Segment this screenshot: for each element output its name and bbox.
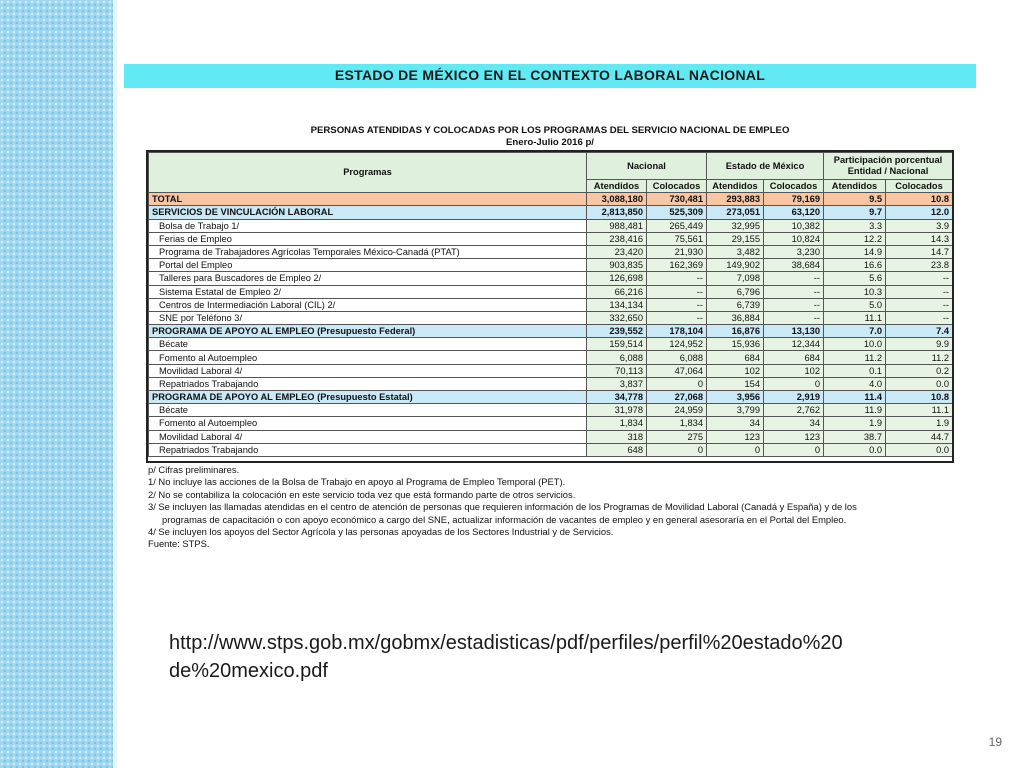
estado-colocados-cell: 2,762 <box>764 404 824 417</box>
row-label-cell: TOTAL <box>149 193 587 206</box>
nacional-colocados-cell: 730,481 <box>647 193 707 206</box>
estado-atendidos-cell: 123 <box>707 430 764 443</box>
nacional-atendidos-cell: 903,835 <box>587 259 647 272</box>
table-row <box>149 351 953 364</box>
subheader-atendidos: Atendidos <box>707 180 764 193</box>
nacional-atendidos-cell: 238,416 <box>587 232 647 245</box>
nacional-colocados-cell: 162,369 <box>647 259 707 272</box>
participacion-colocados-cell: 0.0 <box>886 443 953 456</box>
row-label-cell: Bécate <box>149 338 587 351</box>
table-row <box>149 272 953 285</box>
table-row <box>149 206 953 219</box>
source-link-line-2[interactable]: de%20mexico.pdf <box>169 660 328 682</box>
estado-colocados-cell: 13,130 <box>764 325 824 338</box>
estado-colocados-cell: 10,382 <box>764 219 824 232</box>
participacion-atendidos-cell: 11.1 <box>824 311 886 324</box>
estado-atendidos-cell: 684 <box>707 351 764 364</box>
nacional-atendidos-cell: 318 <box>587 430 647 443</box>
estado-atendidos-cell: 29,155 <box>707 232 764 245</box>
row-label-cell: PROGRAMA DE APOYO AL EMPLEO (Presupuesto Estatal) <box>149 391 587 404</box>
estado-atendidos-cell: 3,956 <box>707 391 764 404</box>
row-label-cell: Portal del Empleo <box>149 259 587 272</box>
participacion-colocados-cell: 14.3 <box>886 232 953 245</box>
nacional-colocados-cell: 75,561 <box>647 232 707 245</box>
nacional-colocados-cell: 178,104 <box>647 325 707 338</box>
table-row <box>149 338 953 351</box>
estado-atendidos-cell: 7,098 <box>707 272 764 285</box>
table-subtitle: Enero-Julio 2016 p/ <box>506 137 594 148</box>
nacional-atendidos-cell: 3,837 <box>587 377 647 390</box>
nacional-colocados-cell: 525,309 <box>647 206 707 219</box>
row-label-cell: SERVICIOS DE VINCULACIÓN LABORAL <box>149 206 587 219</box>
row-label-cell: SNE por Teléfono 3/ <box>149 311 587 324</box>
row-label-cell: Movilidad Laboral 4/ <box>149 430 587 443</box>
row-label-cell: Centros de Intermediación Laboral (CIL) 2/ <box>149 298 587 311</box>
nacional-atendidos-cell: 70,113 <box>587 364 647 377</box>
participacion-colocados-cell: 14.7 <box>886 245 953 258</box>
nacional-colocados-cell: -- <box>647 311 707 324</box>
participacion-atendidos-cell: 5.6 <box>824 272 886 285</box>
participacion-colocados-cell: 12.0 <box>886 206 953 219</box>
header-participacion: Participación porcentual Entidad / Nacional <box>824 153 953 180</box>
row-label-cell: Movilidad Laboral 4/ <box>149 364 587 377</box>
participacion-atendidos-cell: 0.0 <box>824 443 886 456</box>
participacion-colocados-cell: 10.8 <box>886 391 953 404</box>
slide-title: ESTADO DE MÉXICO EN EL CONTEXTO LABORAL NACIONAL <box>334 67 766 83</box>
table-row <box>149 364 953 377</box>
table-row <box>149 325 953 338</box>
nacional-atendidos-cell: 988,481 <box>587 219 647 232</box>
footnote-line: 1/ No incluye las acciones de la Bolsa de Trabajo en apoyo al Programa de Empleo Temporal (PET). <box>148 476 566 488</box>
row-label-cell: Repatriados Trabajando <box>149 443 587 456</box>
estado-atendidos-cell: 102 <box>707 364 764 377</box>
nacional-atendidos-cell: 648 <box>587 443 647 456</box>
table-row <box>149 311 953 324</box>
header-nacional: Nacional <box>587 153 707 180</box>
estado-atendidos-cell: 34 <box>707 417 764 430</box>
participacion-colocados-cell: 10.8 <box>886 193 953 206</box>
participacion-colocados-cell: -- <box>886 285 953 298</box>
participacion-colocados-cell: 3.9 <box>886 219 953 232</box>
footnotes <box>148 464 948 551</box>
table-row <box>149 430 953 443</box>
nacional-atendidos-cell: 1,834 <box>587 417 647 430</box>
estado-colocados-cell: 63,120 <box>764 206 824 219</box>
estado-colocados-cell: 684 <box>764 351 824 364</box>
participacion-atendidos-cell: 14.9 <box>824 245 886 258</box>
participacion-colocados-cell: 0.0 <box>886 377 953 390</box>
estado-colocados-cell: -- <box>764 311 824 324</box>
estado-atendidos-cell: 273,051 <box>707 206 764 219</box>
subheader-colocados: Colocados <box>647 180 707 193</box>
estado-colocados-cell: 0 <box>764 377 824 390</box>
participacion-colocados-cell: 23.8 <box>886 259 953 272</box>
nacional-atendidos-cell: 134,134 <box>587 298 647 311</box>
participacion-colocados-cell: 0.2 <box>886 364 953 377</box>
nacional-atendidos-cell: 6,088 <box>587 351 647 364</box>
participacion-atendidos-cell: 7.0 <box>824 325 886 338</box>
footnote-line: 3/ Se incluyen las llamadas atendidas en el centro de atención de personas que requieren información de los Programas de Movilidad Laboral (Canadá y España) y de los <box>148 501 857 513</box>
participacion-colocados-cell: 11.2 <box>886 351 953 364</box>
nacional-atendidos-cell: 23,420 <box>587 245 647 258</box>
participacion-atendidos-cell: 10.3 <box>824 285 886 298</box>
row-label-cell: Bécate <box>149 404 587 417</box>
header-estado: Estado de México <box>707 153 824 180</box>
nacional-colocados-cell: 0 <box>647 443 707 456</box>
estado-colocados-cell: -- <box>764 272 824 285</box>
estado-colocados-cell: 12,344 <box>764 338 824 351</box>
table-row <box>149 298 953 311</box>
participacion-atendidos-cell: 10.0 <box>824 338 886 351</box>
participacion-colocados-cell: -- <box>886 272 953 285</box>
row-label-cell: Programa de Trabajadores Agrícolas Temporales México-Canadá (PTAT) <box>149 245 587 258</box>
estado-colocados-cell: 79,169 <box>764 193 824 206</box>
row-label-cell: Fomento al Autoempleo <box>149 351 587 364</box>
nacional-atendidos-cell: 31,978 <box>587 404 647 417</box>
table-row <box>149 232 953 245</box>
title-banner <box>124 64 976 88</box>
data-table-frame <box>146 150 954 463</box>
participacion-atendidos-cell: 11.4 <box>824 391 886 404</box>
nacional-colocados-cell: 24,959 <box>647 404 707 417</box>
participacion-atendidos-cell: 0.1 <box>824 364 886 377</box>
estado-atendidos-cell: 15,936 <box>707 338 764 351</box>
header-programas: Programas <box>149 153 587 193</box>
participacion-atendidos-cell: 9.5 <box>824 193 886 206</box>
estado-atendidos-cell: 154 <box>707 377 764 390</box>
estado-colocados-cell: -- <box>764 298 824 311</box>
source-link[interactable] <box>169 629 969 685</box>
nacional-colocados-cell: 0 <box>647 377 707 390</box>
table-row <box>149 404 953 417</box>
nacional-colocados-cell: 27,068 <box>647 391 707 404</box>
estado-colocados-cell: 38,684 <box>764 259 824 272</box>
nacional-colocados-cell: -- <box>647 298 707 311</box>
estado-atendidos-cell: 149,902 <box>707 259 764 272</box>
nacional-atendidos-cell: 3,088,180 <box>587 193 647 206</box>
subheader-atendidos: Atendidos <box>587 180 647 193</box>
participacion-colocados-cell: 1.9 <box>886 417 953 430</box>
row-label-cell: Ferias de Empleo <box>149 232 587 245</box>
nacional-colocados-cell: 21,930 <box>647 245 707 258</box>
decorative-side-band <box>0 0 113 768</box>
table-row <box>149 259 953 272</box>
row-label-cell: PROGRAMA DE APOYO AL EMPLEO (Presupuesto Federal) <box>149 325 587 338</box>
nacional-atendidos-cell: 159,514 <box>587 338 647 351</box>
nacional-colocados-cell: 124,952 <box>647 338 707 351</box>
side-divider <box>113 0 117 768</box>
nacional-atendidos-cell: 239,552 <box>587 325 647 338</box>
nacional-colocados-cell: -- <box>647 272 707 285</box>
page-number: 19 <box>988 735 1002 749</box>
nacional-atendidos-cell: 126,698 <box>587 272 647 285</box>
estado-atendidos-cell: 32,995 <box>707 219 764 232</box>
estado-colocados-cell: -- <box>764 285 824 298</box>
table-row <box>149 377 953 390</box>
nacional-colocados-cell: -- <box>647 285 707 298</box>
table-row <box>149 245 953 258</box>
source-link-line-1[interactable]: http://www.stps.gob.mx/gobmx/estadisticas/pdf/perfiles/perfil%20estado%20 <box>169 632 843 654</box>
estado-atendidos-cell: 3,799 <box>707 404 764 417</box>
participacion-atendidos-cell: 1.9 <box>824 417 886 430</box>
participacion-colocados-cell: 44.7 <box>886 430 953 443</box>
participacion-colocados-cell: -- <box>886 311 953 324</box>
footnote-line: 4/ Se incluyen los apoyos del Sector Agrícola y las personas apoyadas de los Sectores Industrial y de Servicios. <box>148 526 614 538</box>
footnote-line: 2/ No se contabiliza la colocación en este servicio toda vez que está formando parte de otros servicios. <box>148 488 576 500</box>
row-label-cell: Talleres para Buscadores de Empleo 2/ <box>149 272 587 285</box>
estado-colocados-cell: 0 <box>764 443 824 456</box>
estado-colocados-cell: 3,230 <box>764 245 824 258</box>
nacional-colocados-cell: 275 <box>647 430 707 443</box>
nacional-atendidos-cell: 34,778 <box>587 391 647 404</box>
participacion-atendidos-cell: 11.9 <box>824 404 886 417</box>
row-label-cell: Repatriados Trabajando <box>149 377 587 390</box>
participacion-colocados-cell: -- <box>886 298 953 311</box>
table-row <box>149 219 953 232</box>
estado-colocados-cell: 2,919 <box>764 391 824 404</box>
estado-atendidos-cell: 0 <box>707 443 764 456</box>
estado-colocados-cell: 34 <box>764 417 824 430</box>
participacion-atendidos-cell: 12.2 <box>824 232 886 245</box>
participacion-colocados-cell: 7.4 <box>886 325 953 338</box>
estado-atendidos-cell: 6,739 <box>707 298 764 311</box>
estado-atendidos-cell: 3,482 <box>707 245 764 258</box>
row-label-cell: Bolsa de Trabajo 1/ <box>149 219 587 232</box>
estado-atendidos-cell: 6,796 <box>707 285 764 298</box>
nacional-colocados-cell: 47,064 <box>647 364 707 377</box>
row-label-cell: Sistema Estatal de Empleo 2/ <box>149 285 587 298</box>
nacional-colocados-cell: 1,834 <box>647 417 707 430</box>
subheader-colocados: Colocados <box>886 180 953 193</box>
participacion-atendidos-cell: 3.3 <box>824 219 886 232</box>
row-label-cell: Fomento al Autoempleo <box>149 417 587 430</box>
nacional-atendidos-cell: 66,216 <box>587 285 647 298</box>
subheader-colocados: Colocados <box>764 180 824 193</box>
footnote-line: p/ Cifras preliminares. <box>148 464 240 475</box>
table-row <box>149 285 953 298</box>
estado-colocados-cell: 123 <box>764 430 824 443</box>
footnote-line: Fuente: STPS. <box>148 538 210 550</box>
estado-colocados-cell: 102 <box>764 364 824 377</box>
nacional-colocados-cell: 6,088 <box>647 351 707 364</box>
table-row <box>149 193 953 206</box>
table-row <box>149 391 953 404</box>
estado-atendidos-cell: 36,884 <box>707 311 764 324</box>
data-table <box>148 152 953 457</box>
participacion-colocados-cell: 11.1 <box>886 404 953 417</box>
participacion-colocados-cell: 9.9 <box>886 338 953 351</box>
table-row <box>149 443 953 456</box>
participacion-atendidos-cell: 5.0 <box>824 298 886 311</box>
footnote-line: programas de capacitación o con apoyo económico a cargo del SNE, actualizar información de vacantes de empleo y en general asesoraría en el Portal del Empleo. <box>162 513 847 525</box>
table-body <box>149 193 953 457</box>
estado-atendidos-cell: 16,876 <box>707 325 764 338</box>
subheader-atendidos: Atendidos <box>824 180 886 193</box>
participacion-atendidos-cell: 11.2 <box>824 351 886 364</box>
participacion-atendidos-cell: 9.7 <box>824 206 886 219</box>
estado-colocados-cell: 10,824 <box>764 232 824 245</box>
table-row <box>149 417 953 430</box>
participacion-atendidos-cell: 4.0 <box>824 377 886 390</box>
nacional-atendidos-cell: 332,650 <box>587 311 647 324</box>
table-title: PERSONAS ATENDIDAS Y COLOCADAS POR LOS PROGRAMAS DEL SERVICIO NACIONAL DE EMPLEO <box>310 125 790 136</box>
participacion-atendidos-cell: 38.7 <box>824 430 886 443</box>
participacion-atendidos-cell: 16.6 <box>824 259 886 272</box>
nacional-atendidos-cell: 2,813,850 <box>587 206 647 219</box>
nacional-colocados-cell: 265,449 <box>647 219 707 232</box>
estado-atendidos-cell: 293,883 <box>707 193 764 206</box>
